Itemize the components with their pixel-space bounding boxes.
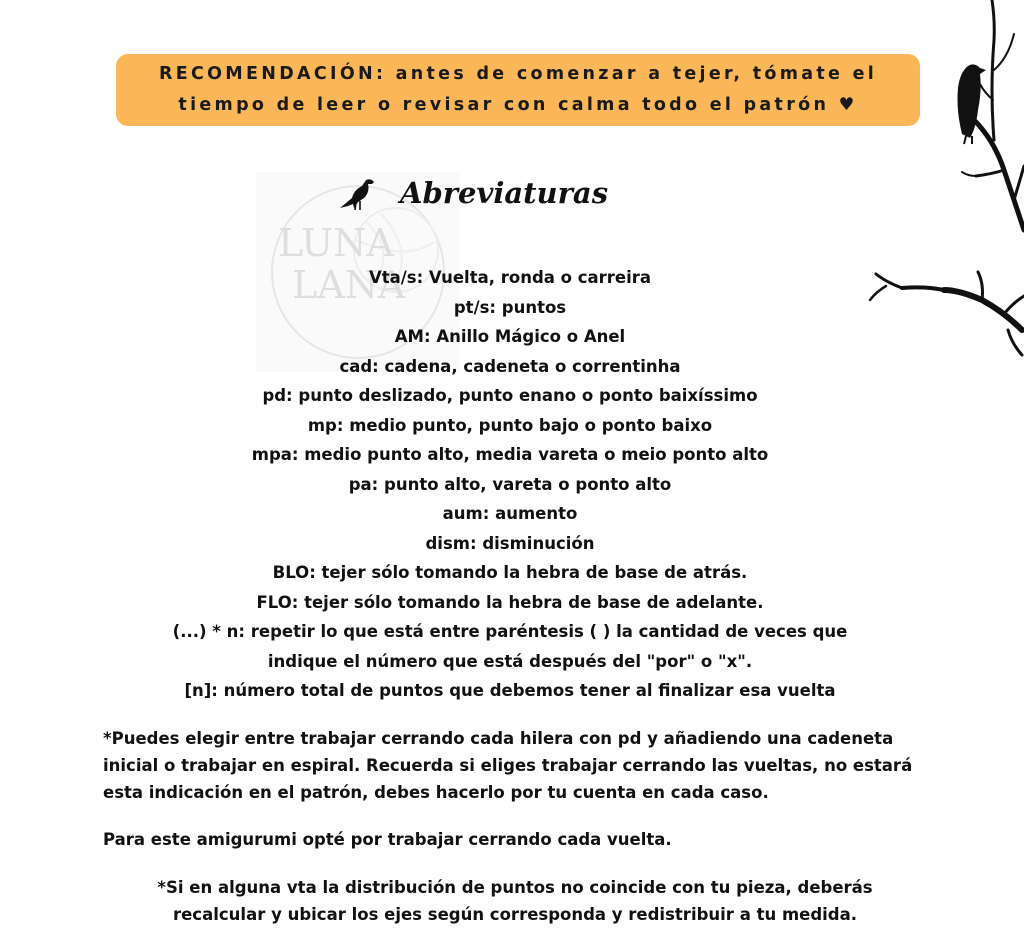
abbreviation-item: indique el número que está después del "por" o "x".	[267, 651, 753, 671]
abbreviation-item: Vta/s: Vuelta, ronda o carreira	[368, 268, 652, 287]
abbreviation-item: pa: punto alto, vareta o ponto alto	[348, 474, 672, 494]
abbreviation-item: FLO: tejer sólo tomando la hebra de base de adelante.	[256, 592, 764, 612]
abbreviation-item: mp: medio punto, punto bajo o ponto baixo	[307, 415, 713, 435]
section-heading	[338, 170, 608, 216]
note-recalculate: *Si en alguna vta la distribución de puntos no coincide con tu pieza, deberás recalcular y ubicar los ejes según corresponda y redistribuir a tu medida.	[157, 878, 873, 924]
abbreviation-item: pt/s: puntos	[453, 297, 567, 317]
branch-crow-illustration	[864, 0, 1024, 380]
abbreviation-item: dism: disminución	[425, 533, 595, 553]
crow-icon	[338, 174, 378, 212]
abbreviation-item: AM: Anillo Mágico o Anel	[394, 327, 626, 346]
recommendation-banner	[116, 54, 920, 126]
abbreviation-item: (...) * n: repetir lo que está entre paréntesis ( ) la cantidad de veces que	[172, 622, 848, 641]
abbreviation-item: aum: aumento	[442, 504, 578, 523]
note-chosen-method: Para este amigurumi opté por trabajar cerrando cada vuelta.	[103, 830, 672, 849]
banner-line-2: tiempo de leer o revisar con calma todo el patrón ♥	[178, 95, 858, 115]
abbreviation-item: BLO: tejer sólo tomando la hebra de base de atrás.	[272, 563, 748, 582]
note-spiral-or-closed: *Puedes elegir entre trabajar cerrando cada hilera con pd y añadiendo una cadeneta inicial o trabajar en espiral. Recuerda si eliges trabajar cerrando las vueltas, no estará esta indicación en el patrón, debes hacerlo por tu cuenta en cada caso.	[103, 729, 913, 802]
abbreviation-item: pd: punto deslizado, punto enano o ponto baixíssimo	[262, 386, 758, 405]
banner-line-1: RECOMENDACIÓN: antes de comenzar a tejer, tómate el	[158, 64, 878, 84]
logo-text-2: LANA	[292, 263, 406, 307]
abbreviation-item: mpa: medio punto alto, media vareta o meio ponto alto	[251, 445, 769, 464]
abbreviation-item: [n]: número total de puntos que debemos tener al finalizar esa vuelta	[184, 681, 836, 700]
abbreviation-item: cad: cadena, cadeneta o correntinha	[339, 356, 681, 376]
abbreviations-list	[160, 263, 860, 706]
section-title: Abreviaturas	[400, 176, 609, 210]
logo-text-1: LUNA	[278, 221, 394, 265]
